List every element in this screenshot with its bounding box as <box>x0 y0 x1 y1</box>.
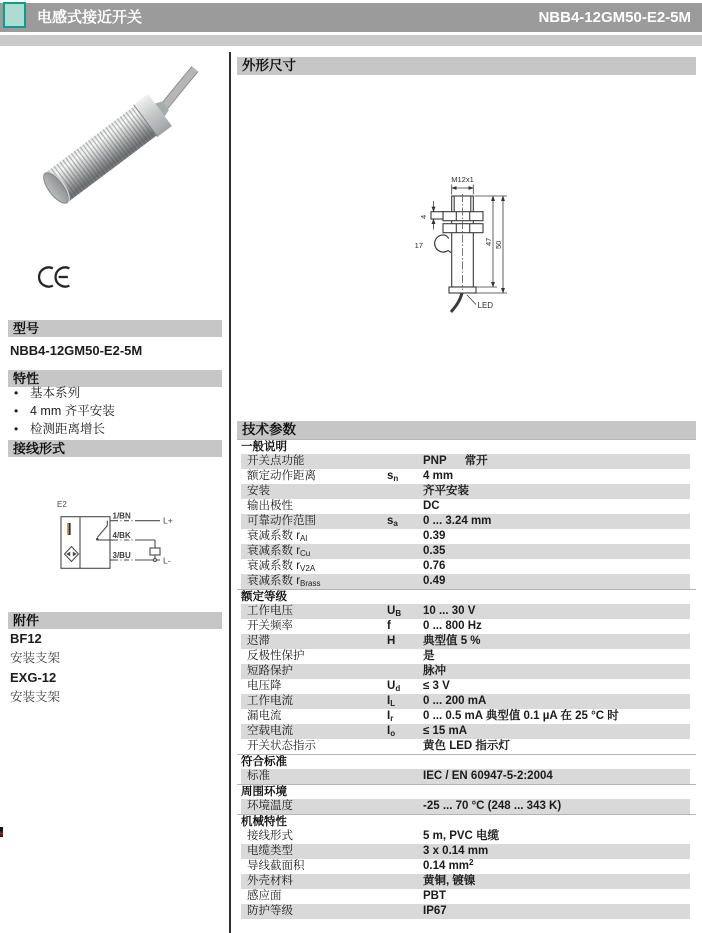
dim-4-label: 4 <box>419 214 428 219</box>
row-value: ≤ 3 V <box>423 680 450 692</box>
dim-thread-label: M12x1 <box>451 175 474 184</box>
lplus-label: L+ <box>163 515 173 526</box>
row-value: 典型值 5 % <box>423 635 481 647</box>
table-row <box>241 499 690 514</box>
feature-item <box>10 402 220 420</box>
table-row <box>241 484 690 499</box>
row-label: 导线截面积 <box>247 860 305 872</box>
row-value: 10 ... 30 V <box>423 605 476 617</box>
table-row <box>241 709 690 724</box>
table-row <box>241 664 690 679</box>
sensor-body <box>38 90 178 209</box>
table-row <box>241 694 690 709</box>
page-title: 电感式接近开关 <box>37 9 143 26</box>
row-value: 0.14 $mm^2$ <box>423 858 474 872</box>
table-row <box>241 859 690 874</box>
dim-17-label: 17 <box>414 241 423 250</box>
dimension-drawing <box>410 168 532 323</box>
row-symbol: H <box>387 635 396 647</box>
table-row <box>241 574 690 589</box>
row-value-2: 常开 <box>464 455 488 467</box>
sensor-cable <box>163 69 195 108</box>
row-value: PNP 常开 <box>423 455 488 467</box>
table-row <box>241 544 690 559</box>
row-label: 标准 <box>247 770 270 782</box>
scan-artifact <box>0 827 3 837</box>
row-label: 短路保护 <box>247 665 293 677</box>
table-section-header: 一般说明 <box>237 439 696 454</box>
table-row <box>241 649 690 664</box>
row-symbol <box>387 799 423 814</box>
row-value: 0.39 <box>423 530 446 542</box>
led-label: LED <box>477 301 494 310</box>
row-label: 安装 <box>247 485 270 497</box>
feature-text: 4 mm 齐平安装 <box>30 404 115 418</box>
row-label: 衰减系数 $r_{Brass}$ <box>247 575 321 588</box>
bullet-icon: • <box>14 404 19 418</box>
table-row <box>241 634 690 649</box>
section-dimensions: 外形尺寸 <box>237 57 696 75</box>
brand-logo-icon <box>3 2 26 28</box>
row-symbol <box>387 484 423 499</box>
table-section-header: 机械特性 <box>237 814 696 829</box>
row-label: 工作电流 <box>247 695 293 707</box>
table-section-header: 周围环境 <box>237 784 696 799</box>
product-photo <box>30 60 220 295</box>
page-header-bar <box>0 3 702 32</box>
wiring-diagram <box>55 498 187 593</box>
row-value: 3 x 0.14 mm <box>423 845 489 857</box>
row-value: PBT <box>423 890 446 902</box>
lminus-label: L- <box>163 555 171 566</box>
row-symbol: $U_d$ <box>387 680 401 693</box>
section-accessories: 附件 <box>8 612 222 629</box>
row-label: 电缆类型 <box>247 845 293 857</box>
row-label: 衰减系数 $r_{V2A}$ <box>247 560 316 573</box>
table-row <box>241 559 690 574</box>
row-value: ≤ 15 mA <box>423 725 468 737</box>
row-symbol <box>387 499 423 514</box>
row-label: 感应面 <box>247 890 282 902</box>
row-symbol: f <box>387 620 391 632</box>
row-symbol: $U_B$ <box>387 605 402 618</box>
table-row <box>241 799 690 814</box>
section-tech-data: 技术参数 <box>237 421 696 439</box>
feature-item <box>10 420 220 438</box>
table-row <box>241 844 690 859</box>
row-value: IEC / EN 60947-5-2:2004 <box>423 770 553 782</box>
row-value: 4 mm <box>423 470 454 482</box>
table-row <box>241 529 690 544</box>
dim-50-label: 50 <box>494 240 503 249</box>
row-label: 衰减系数 $r_{Al}$ <box>247 530 308 543</box>
row-label: 防护等级 <box>247 905 293 917</box>
switch-contact-dot <box>96 538 99 541</box>
table-section-header: 符合标准 <box>237 754 696 769</box>
row-label: 开关状态指示 <box>247 740 316 752</box>
section-connection: 接线形式 <box>8 440 222 457</box>
accessories-list <box>10 629 220 707</box>
table-row <box>241 769 690 784</box>
row-value: 黄色 LED 指示灯 <box>423 740 510 752</box>
sensor-symbol <box>65 523 79 562</box>
section-model: 型号 <box>8 320 222 337</box>
row-label: 环境温度 <box>247 800 293 812</box>
row-label: 额定动作距离 <box>247 470 316 482</box>
bullet-icon: • <box>14 386 19 400</box>
row-value: 是 <box>423 650 435 662</box>
row-symbol <box>387 874 423 889</box>
feature-item <box>10 384 220 402</box>
section-features: 特性 <box>8 370 222 387</box>
row-symbol <box>387 769 423 784</box>
wire1-label: 1/BN <box>112 511 131 521</box>
table-row <box>241 619 690 634</box>
row-label: 开关频率 <box>247 620 293 632</box>
row-symbol <box>387 739 423 754</box>
row-value: 齐平安装 <box>423 485 469 497</box>
table-row <box>241 904 690 919</box>
accessory-name: BF12 <box>10 631 42 646</box>
row-symbol <box>387 544 423 559</box>
row-symbol <box>387 844 423 859</box>
row-symbol <box>387 889 423 904</box>
feature-text: 基本系列 <box>30 386 81 400</box>
row-symbol: $I_r$ <box>387 710 394 723</box>
row-symbol <box>387 829 423 844</box>
row-symbol <box>387 904 423 919</box>
row-label: 电压降 <box>247 680 282 692</box>
row-value: DC <box>423 500 440 512</box>
row-label: 接线形式 <box>247 830 293 842</box>
row-symbol <box>387 574 423 589</box>
row-value: 0.76 <box>423 560 446 572</box>
table-row <box>241 604 690 619</box>
wire3-label: 3/BU <box>112 550 131 560</box>
row-value: 0 ... 3.24 mm <box>423 515 492 527</box>
accessory-name: EXG-12 <box>10 670 57 685</box>
row-symbol: $I_o$ <box>387 725 396 738</box>
table-row <box>241 739 690 754</box>
row-value: -25 ... 70 °C (248 ... 343 K) <box>423 800 562 812</box>
table-row <box>241 469 690 484</box>
table-row <box>241 679 690 694</box>
row-symbol <box>387 559 423 574</box>
row-value: 5 m, PVC 电缆 <box>423 830 500 842</box>
ce-mark-icon <box>36 264 72 291</box>
model-name: NBB4-12GM50-E2-5M <box>10 343 143 358</box>
row-label: 外壳材料 <box>247 875 293 887</box>
row-symbol <box>387 664 423 679</box>
table-row <box>241 874 690 889</box>
row-value: 0 ... 200 mA <box>423 695 487 707</box>
row-label: 开关点功能 <box>247 455 305 467</box>
feature-text: 检测距离增长 <box>30 422 106 436</box>
row-value: 0.35 <box>423 545 446 557</box>
row-label: 反极性保护 <box>247 650 305 662</box>
features-list <box>10 384 220 438</box>
diagram-variant-label: E2 <box>57 500 67 509</box>
row-symbol <box>387 454 423 469</box>
table-row <box>241 889 690 904</box>
row-value: 0 ... 800 Hz <box>423 620 482 632</box>
row-value: 黄铜, 镀镍 <box>423 875 476 887</box>
row-label: 工作电压 <box>247 605 293 617</box>
row-value: IP67 <box>423 905 447 917</box>
row-symbol <box>387 529 423 544</box>
row-symbol <box>387 859 423 874</box>
table-row <box>241 724 690 739</box>
row-label: 漏电流 <box>247 710 282 722</box>
row-label: 衰减系数 $r_{Cu}$ <box>247 545 311 558</box>
table-row <box>241 829 690 844</box>
row-label: 输出极性 <box>247 500 293 512</box>
accessory-desc: 安装支架 <box>10 690 61 704</box>
row-value: 0 ... 0.5 mA 典型值 0.1 µA 在 25 °C 时 <box>423 710 619 722</box>
row-label: 空载电流 <box>247 725 293 737</box>
table-section-header: 额定等级 <box>237 589 696 604</box>
row-symbol: $s_a$ <box>387 515 398 528</box>
header-model-number: NBB4-12GM50-E2-5M <box>538 9 691 26</box>
row-symbol: $I_L$ <box>387 695 396 708</box>
row-symbol <box>387 649 423 664</box>
column-divider <box>229 52 231 933</box>
tech-table <box>237 439 696 919</box>
dim-47-label: 47 <box>484 237 493 246</box>
row-value: 脉冲 <box>423 665 446 677</box>
accessory-desc: 安装支架 <box>10 651 61 665</box>
row-value: 0.49 <box>423 575 446 587</box>
bullet-icon: • <box>14 422 19 436</box>
header-substrip <box>0 35 702 46</box>
row-symbol: $s_n$ <box>387 470 399 483</box>
wire2-label: 4/BK <box>112 530 131 540</box>
table-row <box>241 454 690 469</box>
row-label: 迟滞 <box>247 635 270 647</box>
row-label: 可靠动作范围 <box>247 515 316 527</box>
table-row <box>241 514 690 529</box>
